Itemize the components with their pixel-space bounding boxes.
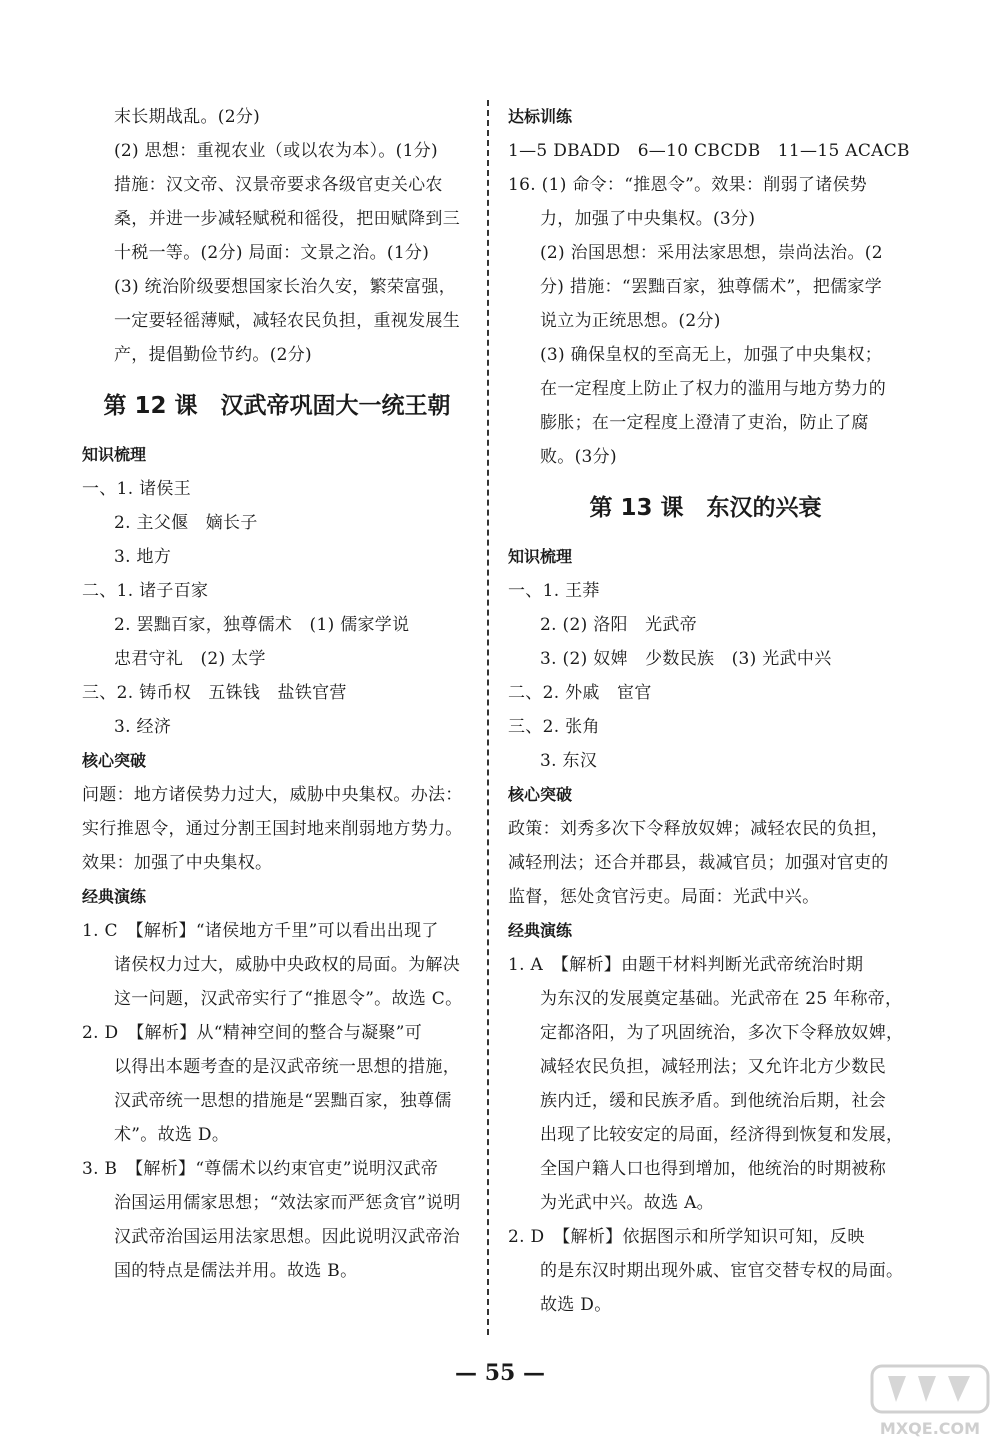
text-line: (2) 思想：重视农业（或以农为本）。(1分): [114, 141, 438, 161]
answer-line: 的是东汉时期出现外戚、宦官交替专权的局面。: [540, 1261, 904, 1281]
answer-line: 全国户籍人口也得到增加，他统治的时期被称: [540, 1159, 886, 1179]
answer-line: 3. B 【解析】“尊儒术以约束官吏”说明汉武帝: [82, 1159, 439, 1179]
list-item: 2. 主父偃 嫡长子: [114, 513, 258, 533]
list-item: 一、1. 诸侯王: [82, 479, 192, 499]
knowledge-list: [508, 574, 903, 778]
text-line: 实行推恩令，通过分割王国封地来削弱地方势力。: [82, 819, 463, 839]
lesson-12-title: 第 12 课 汉武帝巩固大一统王朝: [103, 393, 451, 419]
practice-heading: 经典演练: [508, 921, 573, 940]
knowledge-heading: 知识梳理: [508, 547, 573, 566]
answer-line: 减轻农民负担，减轻刑法；又允许北方少数民: [540, 1057, 886, 1077]
list-item: 三、2. 张角: [508, 717, 600, 737]
answer-line: 1. C 【解析】“诸侯地方千里”可以看出出现了: [82, 921, 439, 941]
list-item: 一、1. 王莽: [508, 581, 600, 601]
left-intro-block: [82, 100, 472, 372]
answer-line: 定都洛阳，为了巩固统治，多次下令释放奴婢，: [540, 1023, 904, 1043]
answer-line: 汉武帝治国运用法家思想。因此说明汉武帝治: [114, 1227, 460, 1247]
practice-block: [82, 914, 472, 1288]
text-line: 效果：加强了中央集权。: [82, 853, 273, 873]
list-item: 3. (2) 奴婢 少数民族 (3) 光武中兴: [540, 649, 832, 669]
answer-line: 以得出本题考查的是汉武帝统一思想的措施，: [114, 1057, 460, 1077]
answer-line: 分) 措施：“罢黜百家，独尊儒术”，把儒家学: [540, 277, 883, 297]
watermark-logo-icon: [866, 1362, 994, 1442]
answer-line: (2) 治国思想：采用法家思想，崇尚法治。(2: [540, 243, 883, 263]
answer-line: 为光武中兴。故选 A。: [540, 1193, 714, 1213]
answer-line: 1—5 DBADD 6—10 CBCDB 11—15 ACACB: [508, 141, 910, 161]
core-block: [508, 812, 903, 914]
list-item: 忠君守礼 (2) 太学: [114, 649, 266, 669]
text-line: 末长期战乱。(2分): [114, 107, 261, 127]
list-item: 三、2. 铸币权 五铢钱 盐铁官营: [82, 683, 347, 703]
answer-line: 力，加强了中央集权。(3分): [540, 209, 756, 229]
answer-line: (3) 确保皇权的至高无上，加强了中央集权；: [540, 345, 883, 365]
practice-block: [508, 948, 903, 1322]
watermark-text: MXQE.COM: [879, 1419, 981, 1438]
answer-line: 术”。故选 D。: [114, 1125, 230, 1145]
answer-line: 膨胀；在一定程度上澄清了吏治，防止了腐: [540, 413, 869, 433]
answer-line: 出现了比较安定的局面，经济得到恢复和发展，: [540, 1125, 904, 1145]
training-block: [508, 134, 910, 474]
answer-line: 治国运用儒家思想；“效法家而严惩贪官”说明: [114, 1193, 461, 1213]
list-item: 2. 罢黜百家，独尊儒术 (1) 儒家学说: [114, 615, 410, 635]
core-heading: 核心突破: [508, 785, 573, 804]
answer-line: 在一定程度上防止了权力的滥用与地方势力的: [540, 379, 886, 399]
lesson-13-title: 第 13 课 东汉的兴衰: [589, 495, 822, 521]
list-item: 3. 东汉: [540, 751, 598, 771]
list-item: 二、1. 诸子百家: [82, 581, 209, 601]
answer-line: 族内迁，缓和民族矛盾。到他统治后期，社会: [540, 1091, 886, 1111]
text-line: 监督，惩处贪官污吏。局面：光武中兴。: [508, 887, 820, 907]
answer-line: 2. D 【解析】从“精神空间的整合与凝聚”可: [82, 1023, 423, 1043]
text-line: 减轻刑法；还合并郡县，裁减官员；加强对官吏的: [508, 853, 889, 873]
left-column: [82, 100, 472, 1288]
text-line: 桑，并进一步减轻赋税和徭役，把田赋降到三: [114, 209, 460, 229]
answer-line: 国的特点是儒法并用。故选 B。: [114, 1261, 358, 1281]
answer-line: 汉武帝统一思想的措施是“罢黜百家，独尊儒: [114, 1091, 452, 1111]
text-line: 措施：汉文帝、汉景帝要求各级官吏关心农: [114, 175, 443, 195]
text-line: 问题：地方诸侯势力过大，威胁中央集权。办法：: [82, 785, 463, 805]
core-block: [82, 778, 472, 880]
answer-line: 2. D 【解析】依据图示和所学知识可知，反映: [508, 1227, 865, 1247]
knowledge-heading: 知识梳理: [82, 445, 147, 464]
list-item: 2. (2) 洛阳 光武帝: [540, 615, 698, 635]
answer-line: 故选 D。: [540, 1295, 612, 1315]
training-heading: 达标训练: [508, 107, 573, 126]
text-line: (3) 统治阶级要想国家长治久安，繁荣富强，: [114, 277, 457, 297]
practice-heading: 经典演练: [82, 887, 147, 906]
list-item: 3. 经济: [114, 717, 172, 737]
answer-line: 16. (1) 命令：“推恩令”。效果：削弱了诸侯势: [508, 175, 868, 195]
answer-line: 诸侯权力过大，威胁中央政权的局面。为解决: [114, 955, 460, 975]
knowledge-list: [82, 472, 472, 744]
list-item: 二、2. 外戚 宦官: [508, 683, 652, 703]
text-line: 十税一等。(2分) 局面：文景之治。(1分): [114, 243, 430, 263]
list-item: 3. 地方: [114, 547, 172, 567]
answer-line: 1. A 【解析】由题干材料判断光武帝统治时期: [508, 955, 864, 975]
answer-line: 这一问题，汉武帝实行了“推恩令”。故选 C。: [114, 989, 463, 1009]
text-line: 一定要轻徭薄赋，减轻农民负担，重视发展生: [114, 311, 460, 331]
answer-line: 败。(3分): [540, 447, 617, 467]
text-line: 政策：刘秀多次下令释放奴婢；减轻农民的负担，: [508, 819, 889, 839]
right-column: [508, 100, 910, 1322]
answer-line: 为东汉的发展奠定基础。光武帝在 25 年称帝，: [540, 989, 903, 1009]
page-number: — 55 —: [455, 1360, 545, 1386]
core-heading: 核心突破: [82, 751, 147, 770]
answer-line: 说立为正统思想。(2分): [540, 311, 721, 331]
column-divider: [487, 100, 489, 1335]
text-line: 产，提倡勤俭节约。(2分): [114, 345, 312, 365]
